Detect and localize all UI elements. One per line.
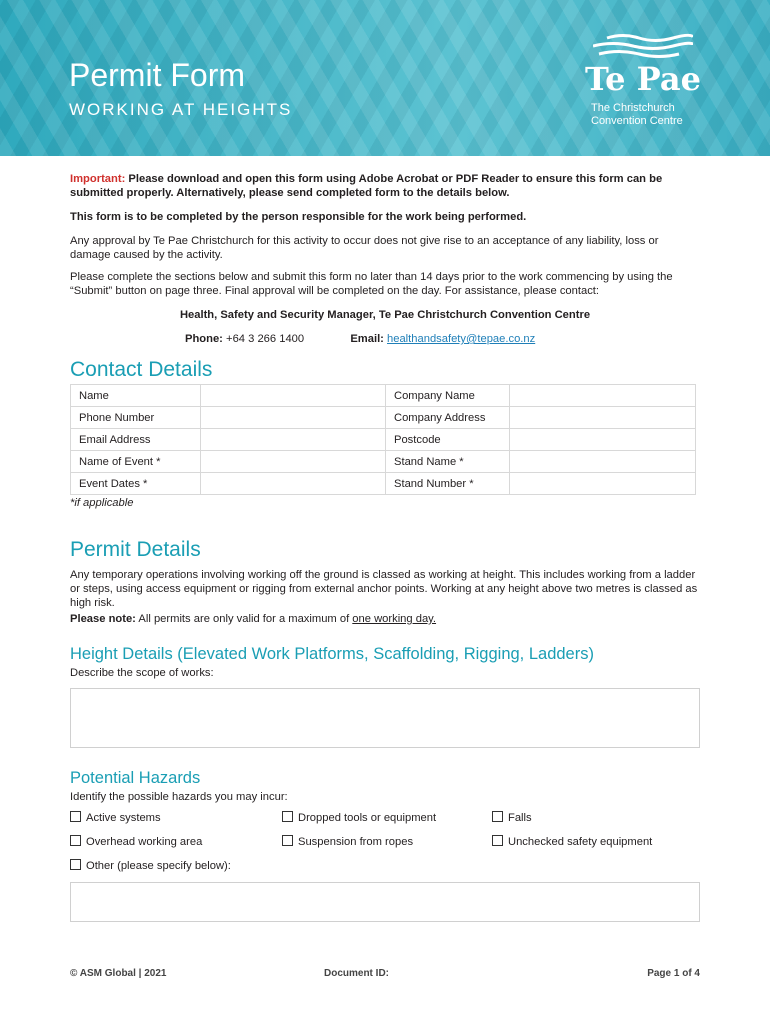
- table-row: [71, 473, 696, 495]
- email-label: Email:: [350, 333, 384, 345]
- hazard-row: [70, 854, 700, 878]
- hazard-row: [70, 830, 700, 854]
- potential-hazards-heading: Potential Hazards: [70, 769, 201, 787]
- table-row: [71, 451, 696, 473]
- hazard-label: Active systems: [86, 812, 161, 824]
- name-field[interactable]: [201, 385, 386, 407]
- checkbox-icon[interactable]: [70, 811, 81, 822]
- responsible-text: This form is to be completed by the person responsible for the work being performed.: [70, 211, 527, 223]
- stand-number-field[interactable]: [510, 473, 696, 495]
- field-label: Event Dates *: [71, 473, 201, 495]
- hazards-intro: Identify the possible hazards you may incur:: [70, 791, 288, 803]
- page-subtitle: WORKING AT HEIGHTS: [69, 100, 293, 119]
- scope-label: Describe the scope of works:: [70, 667, 214, 679]
- field-label: Stand Number *: [386, 473, 510, 495]
- table-row: [71, 385, 696, 407]
- hazard-option[interactable]: [70, 811, 282, 825]
- header-banner: [0, 0, 770, 156]
- logo-tagline: The Christchurch: [591, 102, 675, 114]
- approval-text: Any approval by Te Pae Christchurch for this activity to occur does not give rise to an acceptance of any liability, loss or damage caused by the activity.: [70, 235, 659, 261]
- logo-tagline: Convention Centre: [591, 115, 683, 127]
- field-label: Postcode: [386, 429, 510, 451]
- field-label: Email Address: [71, 429, 201, 451]
- note-underlined: one working day.: [352, 613, 437, 625]
- form-content: [70, 172, 700, 922]
- hazard-option[interactable]: [492, 811, 532, 825]
- applicable-note: *if applicable: [70, 497, 134, 509]
- important-label: Important:: [70, 173, 126, 185]
- note-text: All permits are only valid for a maximum of: [138, 613, 350, 625]
- important-text: Please download and open this form using Adobe Acrobat or PDF Reader to ensure this form can be submitted properly. Alternatively, please send completed form to the details below.: [70, 173, 663, 199]
- contact-person: Health, Safety and Security Manager, Te Pae Christchurch Convention Centre: [179, 309, 591, 321]
- checkbox-icon[interactable]: [282, 835, 293, 846]
- logo-wordmark: Te Pae: [585, 60, 701, 98]
- height-details-heading: Height Details (Elevated Work Platforms, Scaffolding, Rigging, Ladders): [70, 645, 594, 663]
- field-label: Name: [71, 385, 201, 407]
- page-title: Permit Form: [69, 57, 245, 93]
- important-notice: [70, 172, 700, 200]
- postcode-field[interactable]: [510, 429, 696, 451]
- instructions-text: Please complete the sections below and submit this form no later than 14 days prior to the work commencing by using the “Submit” button on page three. Final approval will be completed on the day. For assistance, please contact:: [70, 271, 673, 297]
- hazard-option[interactable]: [70, 835, 282, 849]
- other-hazards-textbox[interactable]: [70, 882, 700, 922]
- event-dates-field[interactable]: [201, 473, 386, 495]
- field-label: Name of Event *: [71, 451, 201, 473]
- contact-line: [70, 332, 700, 346]
- permit-description: Any temporary operations involving working off the ground is classed as working at height. This includes working from a ladder or steps, using access equipment or rigging from external anchor points. Working at any height above two metres is classed as high risk.: [70, 569, 698, 609]
- checkbox-icon[interactable]: [282, 811, 293, 822]
- hazard-option[interactable]: [492, 835, 652, 849]
- field-label: Company Address: [386, 407, 510, 429]
- field-label: Stand Name *: [386, 451, 510, 473]
- checkbox-icon[interactable]: [70, 859, 81, 870]
- permit-note: [70, 612, 700, 626]
- checkbox-icon[interactable]: [492, 811, 503, 822]
- checkbox-icon[interactable]: [70, 835, 81, 846]
- email-address-field[interactable]: [201, 429, 386, 451]
- company-address-field[interactable]: [510, 407, 696, 429]
- document-id: Document ID:: [324, 968, 389, 979]
- hazard-option[interactable]: [282, 811, 492, 825]
- hazard-option[interactable]: [70, 859, 231, 873]
- phone-number-field[interactable]: [201, 407, 386, 429]
- note-label: Please note:: [70, 613, 136, 625]
- hazard-row: [70, 806, 700, 830]
- contact-details-heading: Contact Details: [70, 358, 213, 381]
- email-link[interactable]: healthandsafety@tepae.co.nz: [387, 333, 536, 345]
- contact-details-table: [70, 384, 696, 495]
- event-name-field[interactable]: [201, 451, 386, 473]
- hazard-label: Overhead working area: [86, 836, 203, 848]
- phone-label: Phone:: [185, 333, 223, 345]
- hazard-label: Unchecked safety equipment: [508, 836, 653, 848]
- copyright: © ASM Global | 2021: [70, 968, 167, 979]
- table-row: [71, 407, 696, 429]
- page-number: Page 1 of 4: [647, 968, 700, 979]
- stand-name-field[interactable]: [510, 451, 696, 473]
- hazard-label: Other (please specify below):: [86, 860, 231, 872]
- company-name-field[interactable]: [510, 385, 696, 407]
- hazard-label: Suspension from ropes: [298, 836, 414, 848]
- field-label: Phone Number: [71, 407, 201, 429]
- hazard-label: Dropped tools or equipment: [298, 812, 437, 824]
- permit-details-heading: Permit Details: [70, 538, 201, 561]
- field-label: Company Name: [386, 385, 510, 407]
- table-row: [71, 429, 696, 451]
- hazard-option[interactable]: [282, 835, 492, 849]
- scope-of-works-textbox[interactable]: [70, 688, 700, 748]
- checkbox-icon[interactable]: [492, 835, 503, 846]
- hazard-label: Falls: [508, 812, 532, 824]
- phone-value: +64 3 266 1400: [226, 333, 305, 345]
